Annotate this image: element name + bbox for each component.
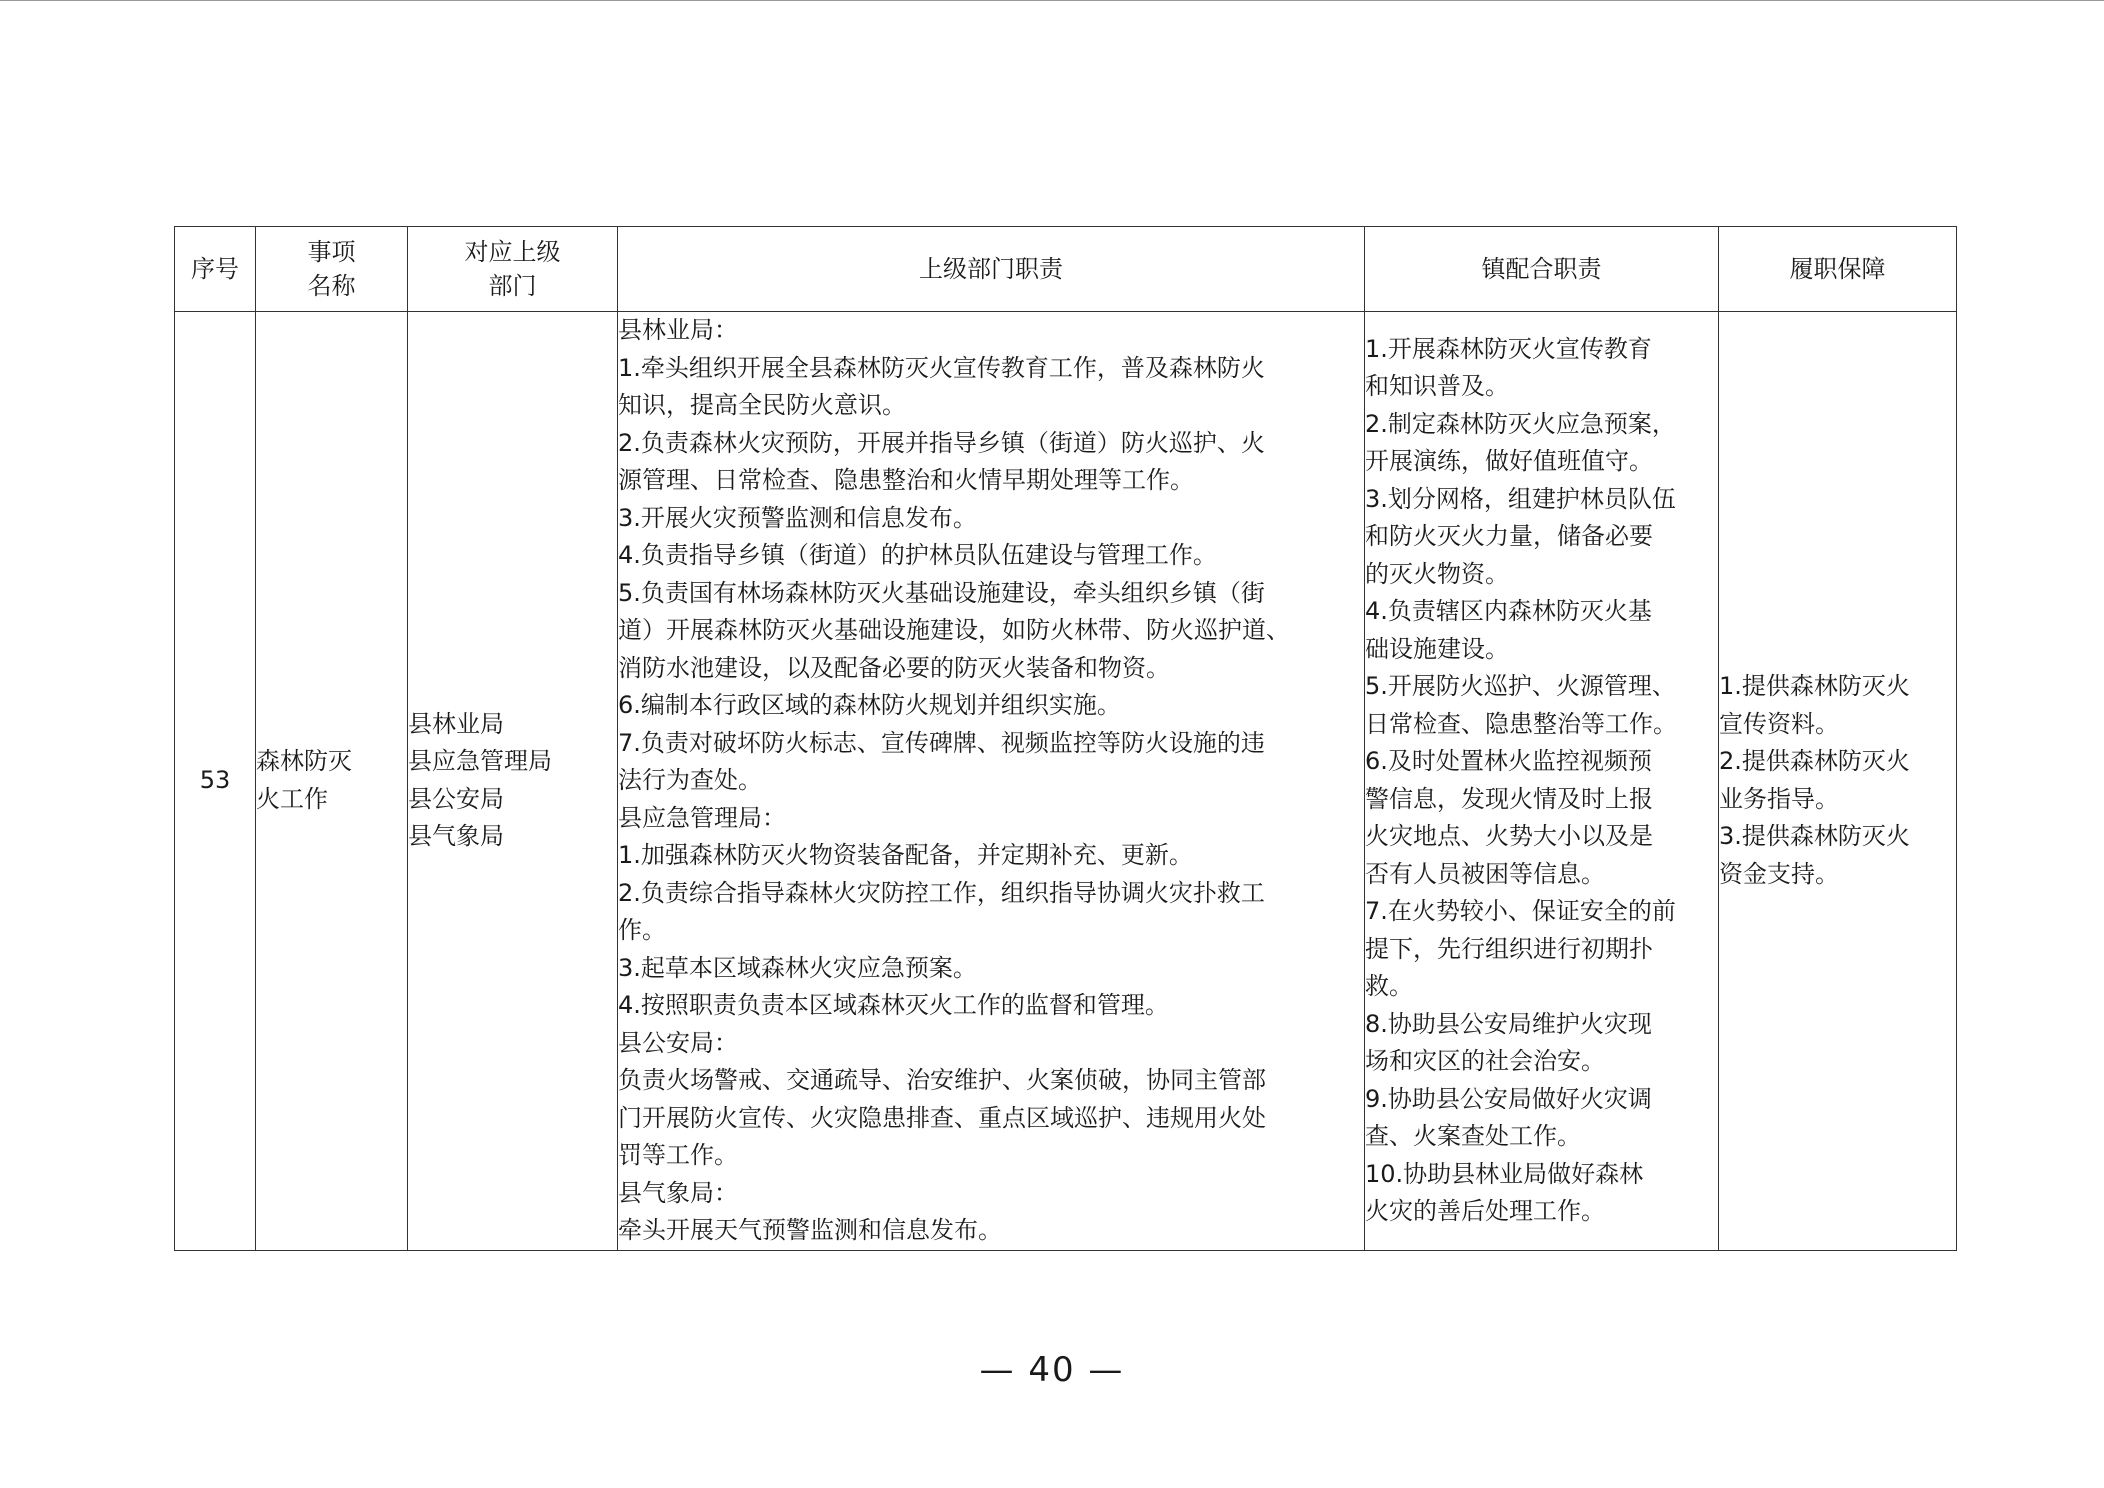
header-town-responsibilities: 镇配合职责: [1365, 227, 1719, 312]
top-border-line: [0, 0, 2104, 1]
page-number: — 40 —: [979, 1350, 1125, 1390]
cell-upper-responsibilities: 县林业局： 1.牵头组织开展全县森林防灭火宣传教育工作，普及森林防火 知识，提高全民防火意识。 2.负责森林火灾预防，开展并指导乡镇（街道）防火巡护、火 源管理、日常检查、隐患整治和火情早期处理等工作。 3.开展火灾预警监测和信息发布。 4.负责指导乡镇（街道）的护林员队伍建设与管理工作。 5.负责国有林场森林防灭火基础设施建设，牵头组织乡镇（街 道）开展森林防灭火基础设施建设，如防火林带、防火巡护道、 消防水池建设，以及配备必要的防灭火装备和物资。 6.编制本行政区域的森林防火规划并组织实施。 7.负责对破坏防火标志、宣传碑牌、视频监控等防火设施的违 法行为查处。 县应急管理局： 1.加强森林防灭火物资装备配备，并定期补充、更新。 2.负责综合指导森林火灾防控工作，组织指导协调火灾扑救工 作。 3.起草本区域森林火灾应急预案。 4.按照职责负责本区域森林灭火工作的监督和管理。 县公安局： 负责火场警戒、交通疏导、治安维护、火案侦破，协同主管部 门开展防火宣传、火灾隐患排查、重点区域巡护、违规用火处 罚等工作。 县气象局： 牵头开展天气预警监测和信息发布。: [618, 312, 1365, 1251]
table-header-row: [175, 227, 1957, 312]
header-item-name: 事项 名称: [256, 227, 408, 312]
header-upper-responsibilities: 上级部门职责: [618, 227, 1365, 312]
cell-serial-number: 53: [175, 312, 256, 1251]
header-serial-number: 序号: [175, 227, 256, 312]
cell-item-name: 森林防灭 火工作: [256, 312, 408, 1251]
cell-departments: 县林业局 县应急管理局 县公安局 县气象局: [408, 312, 618, 1251]
table-row: [175, 312, 1957, 1251]
responsibility-table: [174, 226, 1957, 1251]
cell-guarantee: 1.提供森林防灭火 宣传资料。 2.提供森林防灭火 业务指导。 3.提供森林防灭火 资金支持。: [1719, 312, 1957, 1251]
header-corresponding-department: 对应上级 部门: [408, 227, 618, 312]
cell-town-responsibilities: 1.开展森林防灭火宣传教育 和知识普及。 2.制定森林防灭火应急预案， 开展演练，做好值班值守。 3.划分网格，组建护林员队伍 和防火灭火力量，储备必要 的灭火物资。 4.负责辖区内森林防灭火基 础设施建设。 5.开展防火巡护、火源管理、 日常检查、隐患整治等工作。 6.及时处置林火监控视频预 警信息，发现火情及时上报 火灾地点、火势大小以及是 否有人员被困等信息。 7.在火势较小、保证安全的前 提下，先行组织进行初期扑 救。 8.协助县公安局维护火灾现 场和灾区的社会治安。 9.协助县公安局做好火灾调 查、火案查处工作。 10.协助县林业局做好森林 火灾的善后处理工作。: [1365, 312, 1719, 1251]
header-guarantee: 履职保障: [1719, 227, 1957, 312]
